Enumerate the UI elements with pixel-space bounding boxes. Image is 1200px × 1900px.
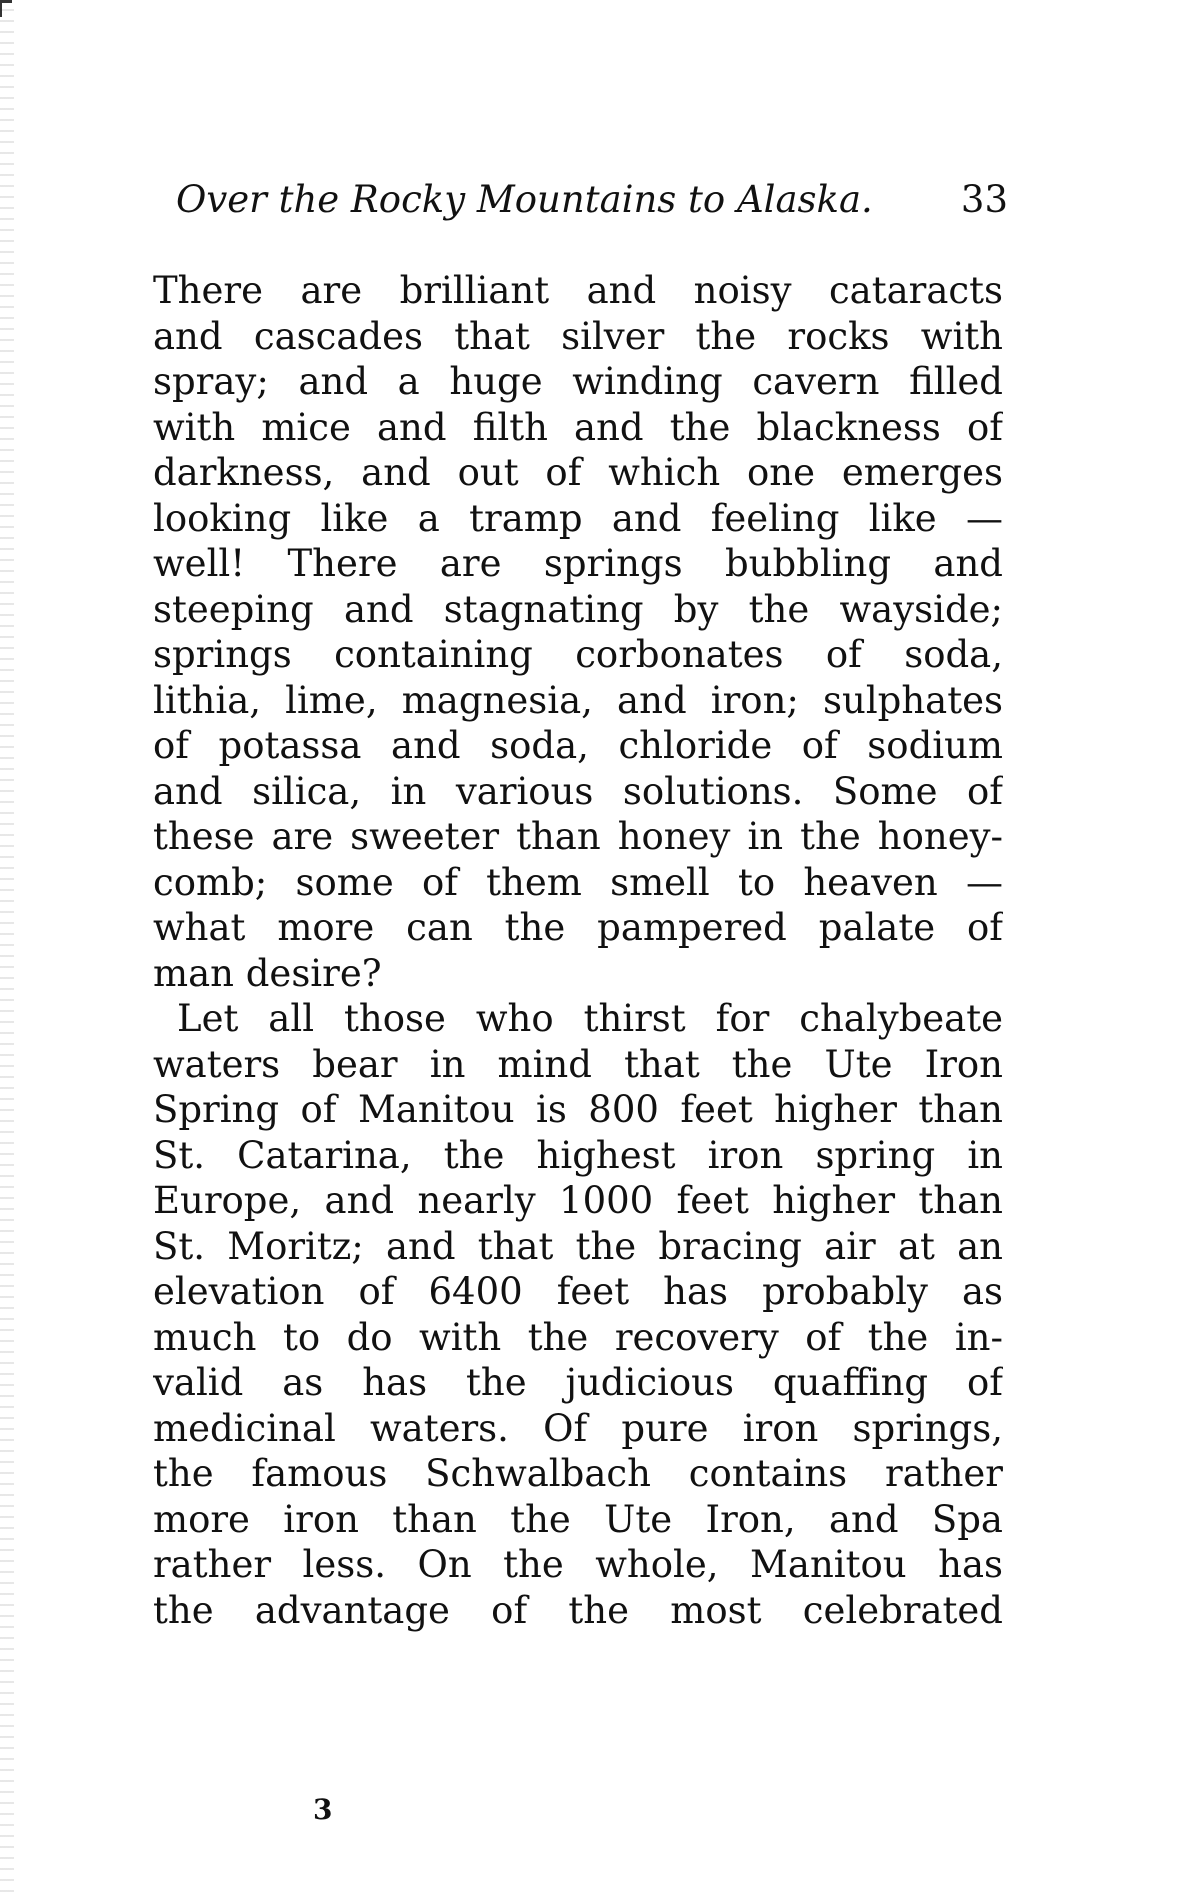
text-line: the famous Schwalbach contains rather	[153, 1452, 1003, 1495]
text-line: St. Catarina, the highest iron spring in	[153, 1133, 1003, 1177]
text-line: and silica, in various solutions. Some of	[153, 769, 1003, 813]
text-line: and cascades that silver the rocks with	[153, 314, 1003, 358]
text-line: spray; and a huge winding cavern filled	[153, 360, 1003, 403]
text-line: darkness, and out of which one emerges	[153, 451, 1003, 494]
corner-mark	[0, 0, 12, 17]
page-number: 33	[960, 178, 1008, 221]
running-title: Over the Rocky Mountains to Alaska.	[176, 178, 873, 221]
text-line: more iron than the Ute Iron, and Spa	[153, 1497, 1003, 1541]
text-line: There are brilliant and noisy cataracts	[153, 269, 1003, 312]
page-edge-shadow	[0, 0, 14, 1900]
text-line: springs containing corbonates of soda,	[153, 633, 1003, 676]
text-line: looking like a tramp and feeling like —	[153, 496, 1003, 540]
text-line: waters bear in mind that the Ute Iron	[153, 1042, 1003, 1086]
text-line: steeping and stagnating by the wayside;	[153, 587, 1003, 631]
text-line: rather less. On the whole, Manitou has	[153, 1543, 1003, 1586]
text-line: much to do with the recovery of the in-	[153, 1315, 1003, 1359]
text-line: comb; some of them smell to heaven —	[153, 860, 1003, 904]
text-line: Europe, and nearly 1000 feet higher than	[153, 1179, 1003, 1222]
signature-mark: 3	[313, 1793, 333, 1826]
text-line: lithia, lime, magnesia, and iron; sulphates	[153, 678, 1003, 722]
text-line: these are sweeter than honey in the honey-	[153, 815, 1003, 858]
text-line: with mice and filth and the blackness of	[153, 405, 1003, 449]
text-line: Spring of Manitou is 800 feet higher than	[153, 1088, 1003, 1131]
text-line: of potassa and soda, chloride of sodium	[153, 724, 1003, 767]
page-header	[176, 175, 1008, 225]
text-line: the advantage of the most celebrated	[153, 1588, 1003, 1632]
text-line: well! There are springs bubbling and	[153, 542, 1003, 585]
text-line: elevation of 6400 feet has probably as	[153, 1270, 1003, 1313]
text-line: valid as has the judicious quaffing of	[153, 1361, 1003, 1404]
text-line: medicinal waters. Of pure iron springs,	[153, 1406, 1003, 1450]
paragraph-end-line: man desire?	[153, 951, 382, 995]
text-line: what more can the pampered palate of	[153, 906, 1003, 949]
text-line: St. Moritz; and that the bracing air at an	[153, 1224, 1003, 1268]
paragraph-start-line: Let all those who thirst for chalybeate	[177, 997, 1003, 1040]
body-text	[153, 268, 1003, 1633]
